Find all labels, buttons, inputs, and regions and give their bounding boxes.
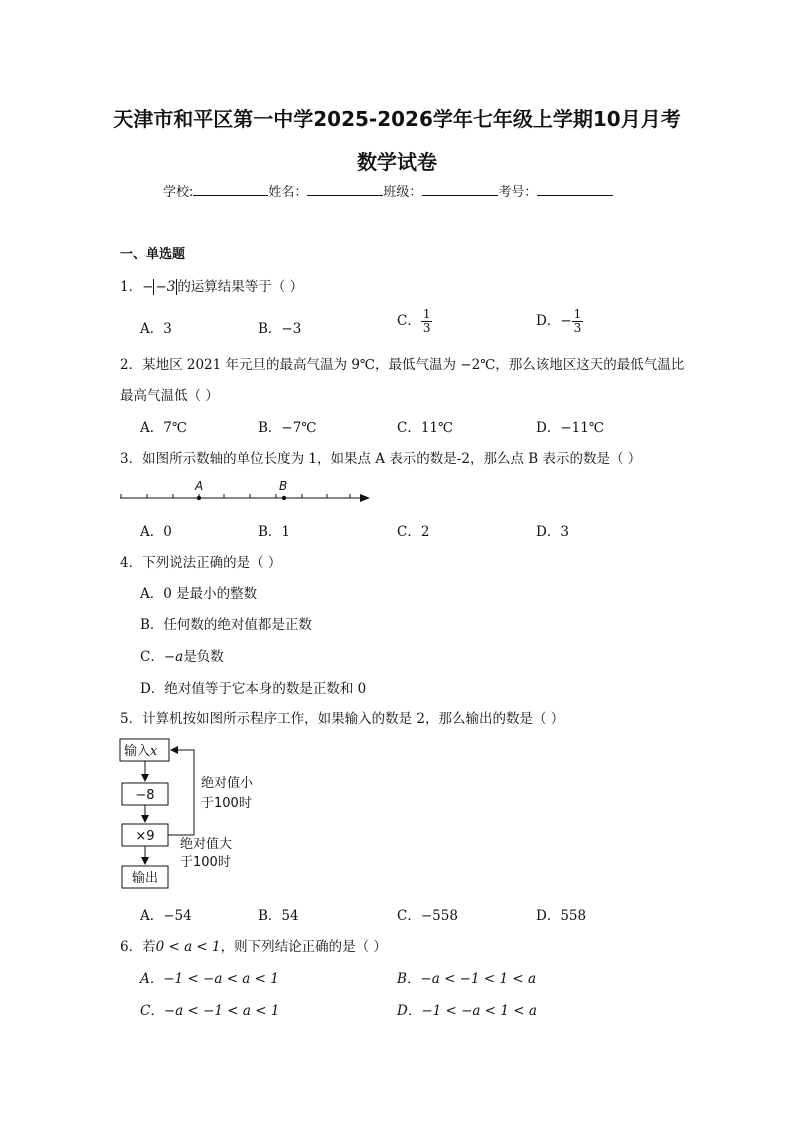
- q1-expr: − −3: [142, 279, 176, 295]
- q3-option-c[interactable]: C．2: [397, 524, 430, 540]
- flow-output-text: 输出: [131, 871, 159, 886]
- q3-option-a[interactable]: A．0: [140, 524, 172, 540]
- q1-c-fraction: $\frac{1}{3}$: [422, 307, 431, 335]
- name-blank[interactable]: [307, 182, 383, 196]
- class-label: 班级：: [383, 185, 423, 200]
- q5-option-c[interactable]: C．−558: [397, 908, 458, 924]
- flow-loop-label: 绝对值小 于100时: [201, 776, 254, 811]
- question-4: 4．下列说法正确的是（ ）: [120, 555, 282, 571]
- question-5: 5．计算机按如图所示程序工作，如果输入的数是 2，那么输出的数是（ ）: [120, 711, 565, 727]
- question-2-line2: 最高气温低（ ）: [120, 388, 219, 404]
- exam-number-blank[interactable]: [537, 182, 613, 196]
- exam-title-line2: 数学试卷: [357, 150, 437, 174]
- q5-option-b[interactable]: B．54: [258, 908, 299, 924]
- q4-c-expr: −a: [163, 649, 184, 665]
- question-3: 3．如图所示数轴的单位长度为 1，如果点 A 表示的数是-2，那么点 B 表示的数是（ ）: [120, 451, 642, 467]
- q3-option-b[interactable]: B．1: [258, 524, 291, 540]
- point-b: [282, 496, 286, 500]
- q1-d-fraction: $\frac{1}{3}$: [573, 307, 582, 335]
- q2-option-c[interactable]: C．11℃: [397, 420, 454, 436]
- q1-number: 1．: [120, 279, 143, 295]
- q4-option-a[interactable]: A．0 是最小的整数: [140, 586, 258, 602]
- q1-option-d[interactable]: D．− $\frac{1}{3}$: [536, 307, 582, 335]
- question-1: [120, 275, 303, 295]
- q6-option-c[interactable]: C．−a < −1 < a < 1: [140, 1003, 280, 1019]
- number-line-arrow: [360, 494, 370, 502]
- q4-option-b[interactable]: B．任何数的绝对值都是正数: [140, 617, 312, 633]
- school-label: 学校:: [163, 185, 194, 200]
- q3-option-d[interactable]: D．3: [536, 524, 569, 540]
- q1-option-b[interactable]: B．−3: [258, 321, 302, 337]
- q6-option-a[interactable]: A．−1 < −a < a < 1: [140, 971, 279, 987]
- q5-option-a[interactable]: A．−54: [140, 908, 192, 924]
- point-b-label: B: [279, 479, 288, 493]
- q1-option-a[interactable]: A．3: [140, 321, 172, 337]
- number-line-figure: [118, 476, 374, 506]
- q2-option-b[interactable]: B．−7℃: [258, 420, 317, 436]
- name-label: 姓名：: [268, 185, 308, 200]
- q6-option-b[interactable]: B．−a < −1 < 1 < a: [397, 971, 537, 987]
- class-blank[interactable]: [422, 182, 498, 196]
- q2-option-a[interactable]: A．7℃: [140, 420, 187, 436]
- q6-condition: 0 < a < 1: [155, 939, 221, 955]
- flow-loop-arrow: [168, 750, 194, 835]
- exam-number-label: 考号：: [498, 185, 538, 200]
- flow-input-text: 输入x: [124, 744, 158, 759]
- exam-title-line1: 天津市和平区第一中学2025-2026学年七年级上学期10月月考: [113, 107, 681, 131]
- point-a: [197, 496, 201, 500]
- q1-option-c[interactable]: C． $\frac{1}{3}$: [397, 307, 431, 335]
- q2-option-d[interactable]: D．−11℃: [536, 420, 604, 436]
- student-info-row: [163, 181, 613, 200]
- point-a-label: A: [195, 479, 204, 493]
- question-6: 6．若0 < a < 1，则下列结论正确的是（ ）: [120, 939, 387, 955]
- flow-multiply-text: ×9: [135, 829, 155, 844]
- q4-option-c[interactable]: C．−a是负数: [140, 649, 224, 665]
- flow-exit-label: 绝对值大 于100时: [180, 837, 233, 870]
- number-line-ticks: [121, 494, 350, 498]
- q4-option-d[interactable]: D．绝对值等于它本身的数是正数和 0: [140, 681, 367, 697]
- q1-text: 的运算结果等于（ ）: [177, 279, 304, 295]
- q6-option-d[interactable]: D．−1 < −a < 1 < a: [397, 1003, 537, 1019]
- school-blank[interactable]: [193, 182, 268, 196]
- q5-option-d[interactable]: D．558: [536, 908, 587, 924]
- flow-subtract-text: −8: [135, 788, 155, 803]
- question-2-line1: 2．某地区 2021 年元旦的最高气温为 9℃，最低气温为 −2℃，那么该地区这天的最低气温比: [120, 357, 685, 373]
- section-title: 一、单选题: [120, 247, 186, 262]
